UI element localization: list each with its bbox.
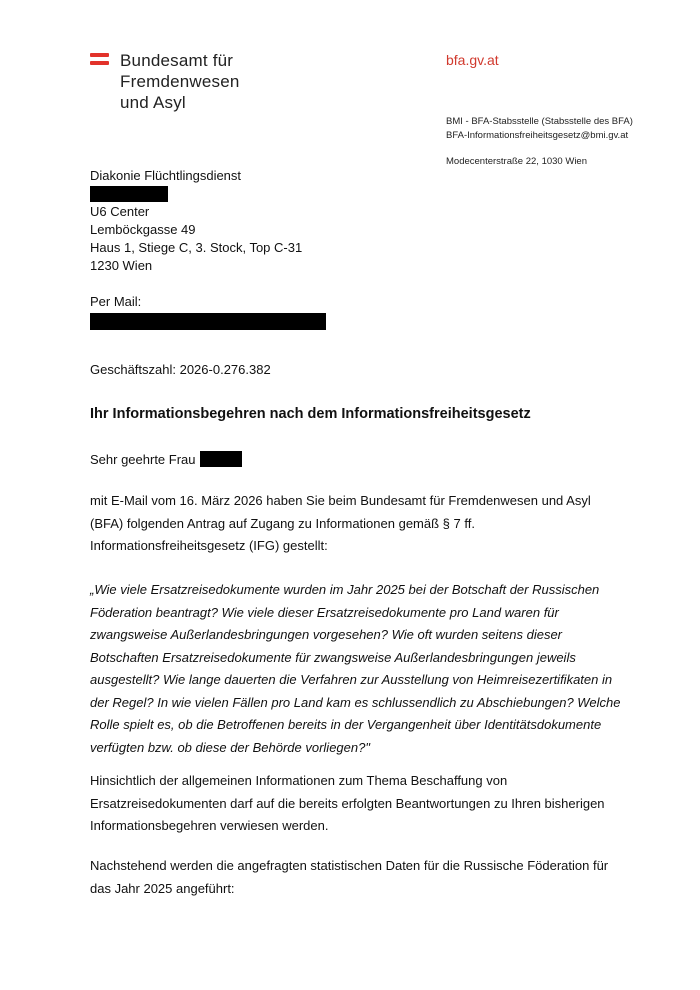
austria-flag-icon (90, 53, 109, 65)
mail-label: Per Mail: (90, 294, 142, 309)
text-line: das Jahr 2025 angeführt: (90, 880, 235, 896)
text-line: Informationsfreiheitsgesetz (IFG) gestellt: (90, 538, 328, 553)
recipient-org: Diakonie Flüchtlingsdienst (90, 168, 242, 183)
text-line: der Regel? In wie vielen Fällen pro Land kam es schlussendlich zu Abschiebungen? Welche (90, 694, 621, 710)
text-line: Botschaften Ersatzreisedokumente für zwangsweise Außerlandesbringungen jeweils (90, 649, 576, 665)
mail-block (90, 293, 326, 330)
text-line: Föderation beantragt? Wie viele dieser Ersatzreisedokumente pro Land waren für (90, 604, 559, 620)
sender-address: Modecenterstraße 22, 1030 Wien (446, 156, 587, 167)
address-line: 1230 Wien (90, 258, 153, 273)
logo-text (120, 50, 240, 113)
address-line: Haus 1, Stiege C, 3. Stock, Top C-31 (90, 240, 303, 255)
address-line: Lemböckgasse 49 (90, 222, 196, 237)
text-line: Nachstehend werden die angefragten statistischen Daten für die Russische Föderation für (90, 858, 609, 873)
logo-line: Bundesamt für (120, 51, 234, 70)
sender-email[interactable]: BFA-Informationsfreiheitsgesetz@bmi.gv.at (446, 130, 629, 141)
text-line: Informationsbegehren verwiesen werden. (90, 818, 329, 833)
address-line: U6 Center (90, 204, 150, 219)
text-line: „Wie viele Ersatzreisedokumente wurden im Jahr 2025 bei der Botschaft der Russischen (90, 582, 600, 597)
text-line: Hinsichtlich der allgemeinen Informationen zum Thema Beschaffung von (90, 773, 508, 788)
sender-unit: BMI - BFA-Stabsstelle (Stabsstelle des BFA) (446, 116, 633, 127)
website-link[interactable]: bfa.gv.at (446, 52, 499, 68)
logo-line: Fremdenwesen (120, 72, 240, 91)
subject-heading: Ihr Informationsbegehren nach dem Informationsfreiheitsgesetz (90, 406, 531, 422)
info-paragraph (90, 770, 620, 838)
redaction-bar (200, 451, 242, 467)
intro-paragraph (90, 490, 620, 558)
redaction-bar (90, 313, 326, 330)
recipient-address (90, 167, 302, 275)
text-line: Ersatzreisedokumenten darf auf die bereits erfolgten Beantwortungen zu Ihren bisherigen (90, 795, 605, 811)
quoted-request (90, 579, 620, 759)
text-line: mit E-Mail vom 16. März 2026 haben Sie beim Bundesamt für Fremdenwesen und Asyl (90, 493, 591, 508)
logo-line: und Asyl (120, 93, 186, 112)
reference-number: Geschäftszahl: 2026-0.276.382 (90, 362, 271, 377)
text-line: ausgestellt? Wie lange dauerten die Verfahren zur Ausstellung von Heimreisezertifikaten in (90, 672, 613, 687)
statistics-intro-paragraph (90, 855, 620, 900)
redaction-bar (90, 186, 168, 202)
text-line: verfügten bzw. ob diese der Behörde vorliegen?" (90, 739, 370, 755)
text-line: zwangsweise Außerlandesbringungen vorgesehen? Wie oft wurden seitens dieser (90, 627, 563, 642)
text-line: (BFA) folgenden Antrag auf Zugang zu Informationen gemäß § 7 ff. (90, 515, 475, 531)
salutation (90, 451, 242, 469)
text-line: Rolle spielt es, ob die Betroffenen bereits in der Vergangenheit über Identitätsdokumente (90, 717, 602, 732)
sender-block (446, 115, 633, 169)
salutation-text: Sehr geehrte Frau (90, 452, 196, 467)
